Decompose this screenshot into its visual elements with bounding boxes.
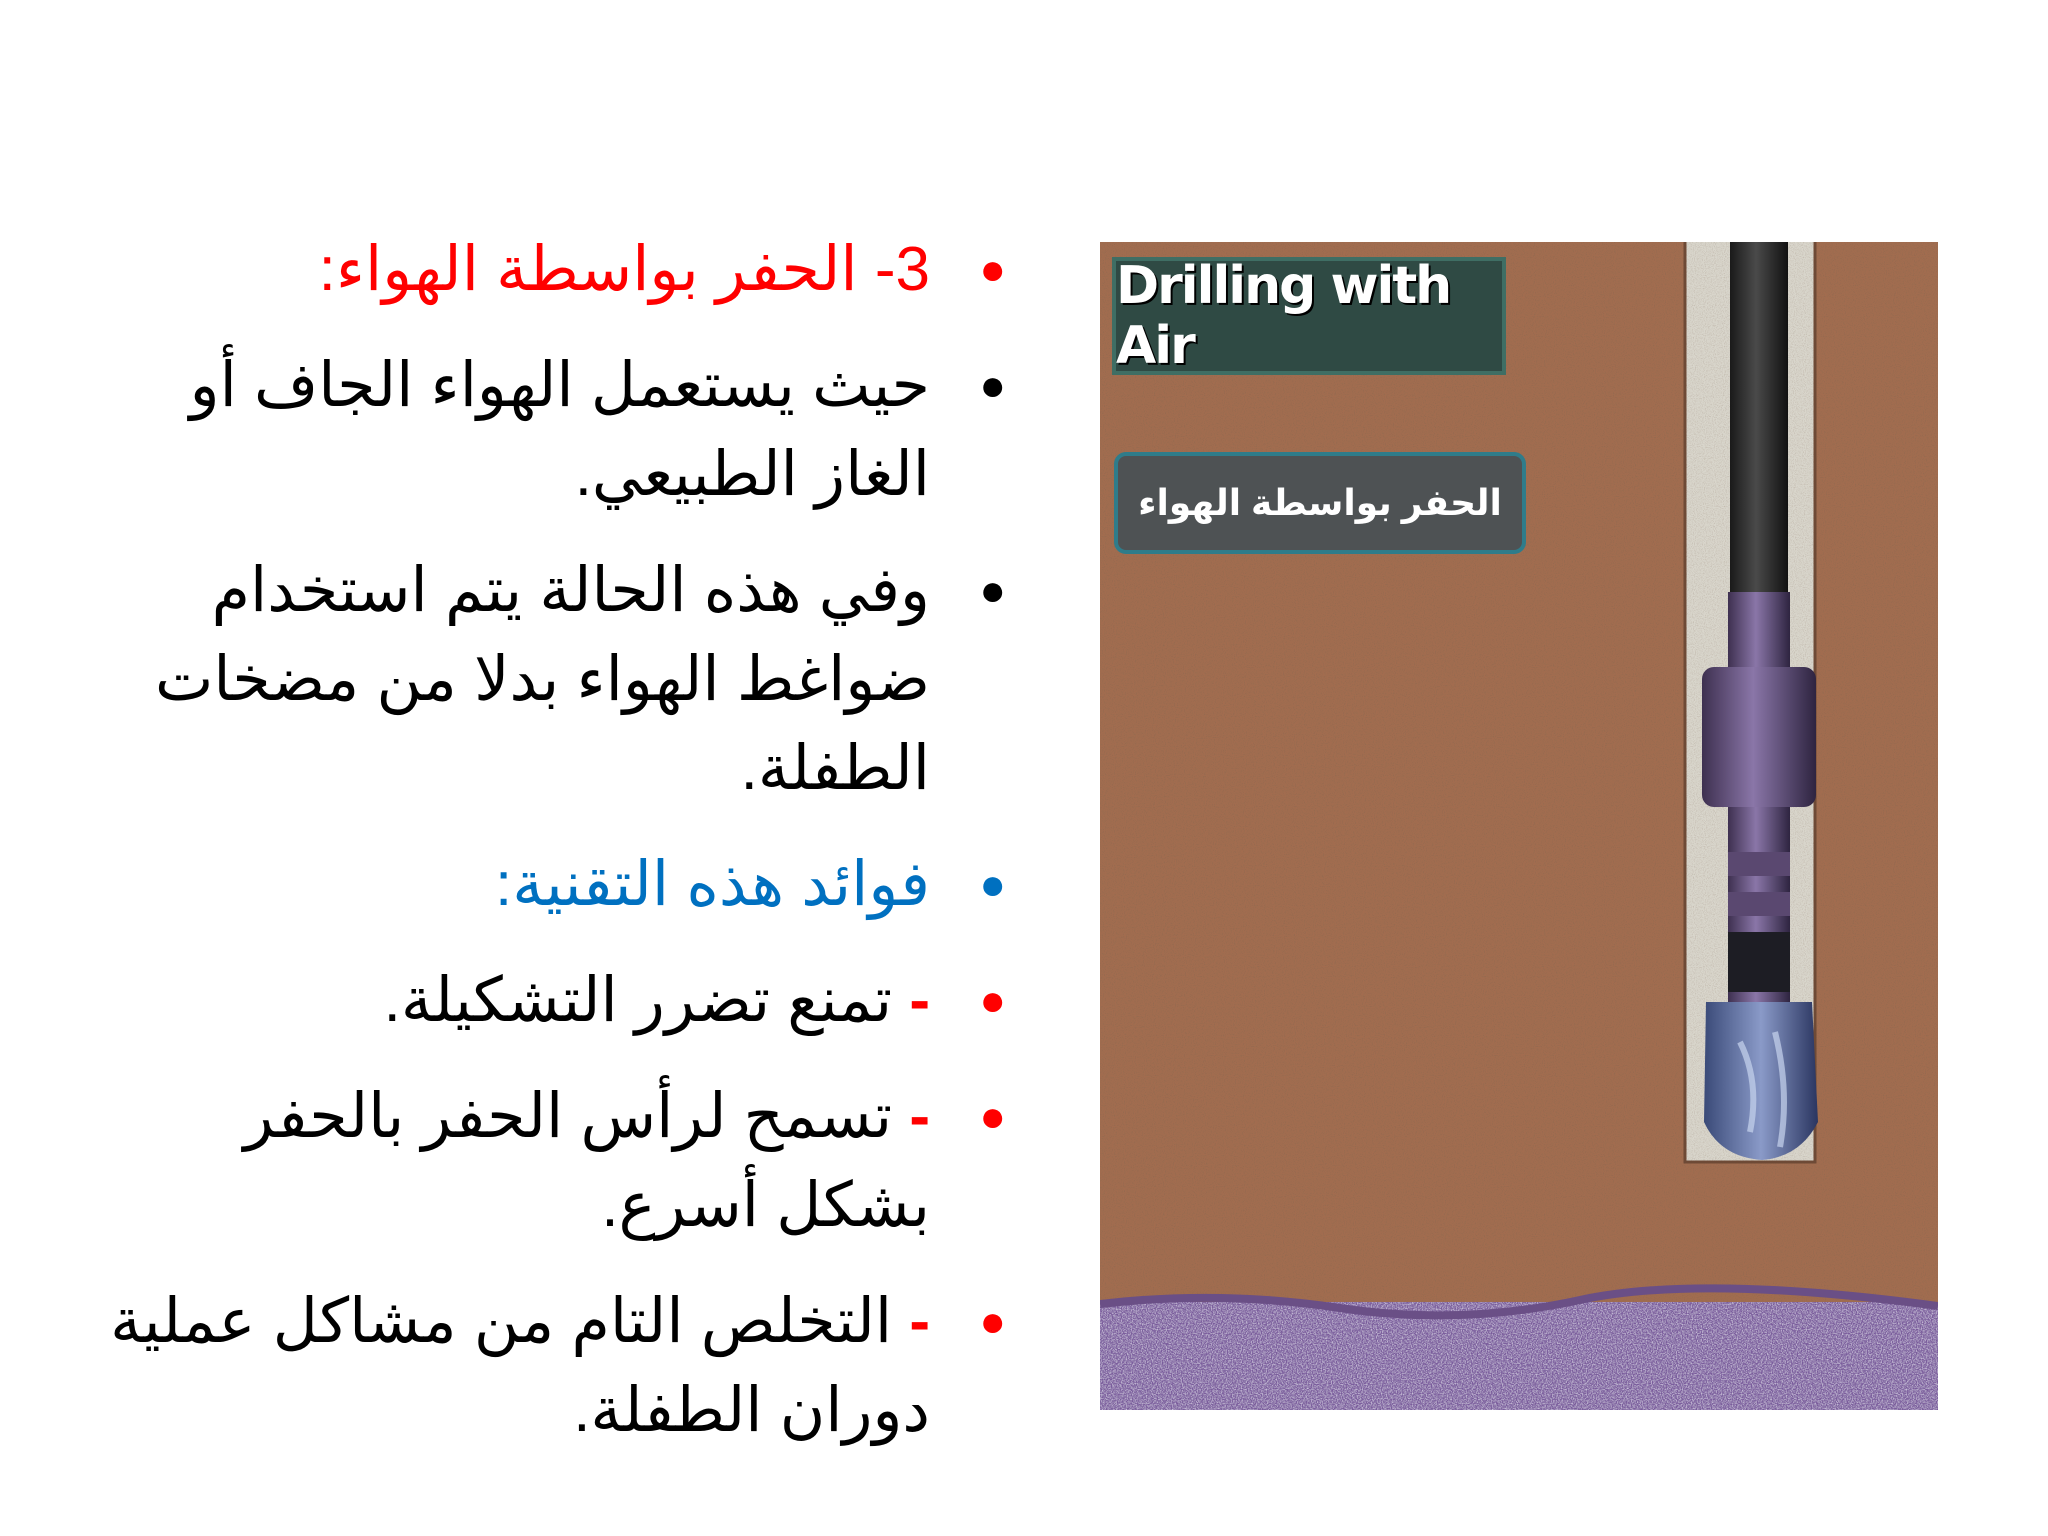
bullet-text: وفي هذه الحالة يتم استخدام ضواغط الهواء بدلا من مضخات الطفلة. xyxy=(155,556,930,803)
bullet-benefit xyxy=(90,956,1010,1045)
bullet-dash: - xyxy=(909,966,930,1035)
bullet-text: تمنع تضرر التشكيلة. xyxy=(383,966,910,1035)
bullet-dash: - xyxy=(909,1287,930,1356)
bullet-item xyxy=(90,341,1010,519)
bullet-heading-benefits xyxy=(90,840,1010,929)
illustration-arabic-label: الحفر بواسطة الهواء xyxy=(1114,452,1526,554)
bullet-text: حيث يستعمل الهواء الجاف أو الغاز الطبيعي. xyxy=(189,351,930,509)
bullet-list xyxy=(90,225,1010,1482)
bullet-heading-air-drilling xyxy=(90,225,1010,314)
bullet-dot: ● xyxy=(979,1297,1006,1346)
bullet-dot: ● xyxy=(979,361,1006,410)
bit-sub xyxy=(1728,932,1790,992)
stabilizer xyxy=(1702,667,1816,807)
drill-pipe xyxy=(1730,242,1788,592)
borehole-diagram xyxy=(1100,242,1938,1410)
bullet-item xyxy=(90,546,1010,813)
bullet-dot: ● xyxy=(979,245,1006,294)
collar-joint xyxy=(1728,892,1790,916)
bullet-text: فوائد هذه التقنية: xyxy=(495,850,930,919)
bullet-dash: - xyxy=(909,1082,930,1151)
drill-bit xyxy=(1704,1002,1818,1160)
bullet-text: تسمح لرأس الحفر بالحفر بشكل أسرع. xyxy=(243,1082,930,1240)
bullet-text: 3- الحفر بواسطة الهواء: xyxy=(318,235,930,304)
collar-joint xyxy=(1728,852,1790,876)
bullet-dot: ● xyxy=(979,566,1006,615)
bullet-dot: ● xyxy=(979,860,1006,909)
rock-texture xyxy=(1100,1302,1938,1410)
bullet-text: التخلص التام من مشاكل عملية دوران الطفلة. xyxy=(110,1287,930,1445)
drilling-illustration xyxy=(1100,242,1938,1410)
illustration-title: Drilling with Air xyxy=(1112,257,1506,375)
bullet-benefit xyxy=(90,1072,1010,1250)
bullet-benefit xyxy=(90,1277,1010,1455)
bullet-dot: ● xyxy=(979,976,1006,1025)
bullet-dot: ● xyxy=(979,1092,1006,1141)
